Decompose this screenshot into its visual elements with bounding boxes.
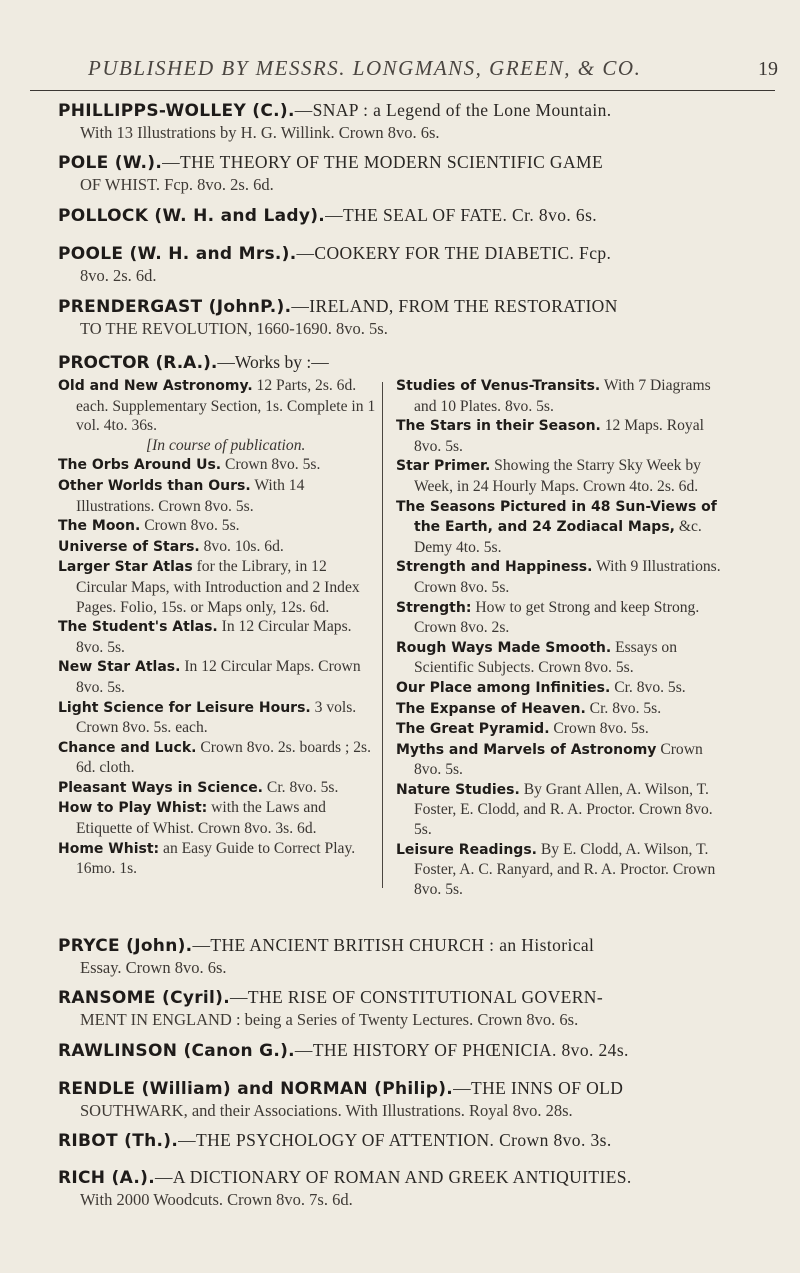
entry-title: —THE THEORY OF THE MODERN SCIENTIFIC GAME: [162, 152, 604, 172]
work-title: Rough Ways Made Smooth.: [396, 639, 612, 656]
entry-author: PROCTOR (R.A.).: [58, 353, 218, 373]
entry-detail: With 2000 Woodcuts. Crown 8vo. 7s. 6d.: [80, 1190, 353, 1209]
work-title: Home Whist:: [58, 840, 160, 857]
entry-poole: [58, 242, 780, 287]
work-title: New Star Atlas.: [58, 659, 181, 676]
entry-ransome: [58, 986, 780, 1031]
entry-title: —THE INNS OF OLD: [453, 1078, 624, 1098]
work-note: [In course of publication.: [146, 436, 306, 454]
page-number: 19: [758, 58, 778, 80]
work-title: Light Science for Leisure Hours.: [58, 699, 311, 716]
entry-prendergast: [58, 295, 780, 340]
work-title: The Orbs Around Us.: [58, 457, 222, 474]
work-title: Strength and Happiness.: [396, 559, 593, 576]
entry-detail: TO THE REVOLUTION, 1660-1690. 8vo. 5s.: [80, 319, 388, 338]
entry-title: —THE ANCIENT BRITISH CHURCH : an Historical: [192, 935, 595, 955]
work-detail: 12 Parts, 2s. 6d. each. Supplementary Section, 1s. Complete in 1 vol. 4to. 36s.: [76, 377, 376, 435]
work-detail: In 12 Circular Maps. 8vo. 5s.: [76, 618, 352, 656]
list-item: [396, 780, 730, 840]
entry-title: —THE SEAL OF FATE. Cr. 8vo. 6s.: [325, 205, 598, 225]
entry-pole: [58, 151, 780, 196]
entry-subtitle: —Works by :—: [217, 352, 329, 372]
entry-author: POOLE (W. H. and Mrs.).: [58, 244, 297, 264]
work-detail: Crown 8vo. 5s.: [414, 740, 703, 779]
list-item: [396, 740, 730, 780]
list-item: [58, 657, 376, 697]
work-detail: 3 vols. Crown 8vo. 5s. each.: [76, 698, 357, 737]
work-title: Chance and Luck.: [58, 739, 197, 756]
work-title: The Stars in their Season.: [396, 418, 601, 435]
entry-author: PRENDERGAST (JohnP.).: [58, 297, 292, 317]
list-item: [58, 798, 376, 838]
list-item: [396, 376, 730, 416]
work-detail: 8vo. 10s. 6d.: [199, 537, 284, 555]
list-item: [396, 719, 730, 740]
entry-pryce: [58, 934, 780, 979]
entry-author: POLLOCK (W. H. and Lady).: [58, 206, 326, 226]
entry-detail: SOUTHWARK, and their Associations. With Illustrations. Royal 8vo. 28s.: [80, 1101, 573, 1120]
list-item: [58, 839, 376, 879]
work-detail: Crown 8vo. 5s.: [140, 517, 240, 535]
list-item: [396, 678, 730, 699]
work-title: How to Play Whist:: [58, 800, 208, 817]
entry-pollock: [58, 204, 780, 227]
entry-author: PHILLIPPS-WOLLEY (C.).: [58, 101, 295, 121]
work-title: Leisure Readings.: [396, 841, 537, 858]
entry-author: RAWLINSON (Canon G.).: [58, 1041, 295, 1061]
work-title: Studies of Venus-Transits.: [396, 378, 601, 394]
entry-detail: Essay. Crown 8vo. 6s.: [80, 958, 227, 977]
list-item: [396, 557, 730, 597]
proctor-works-right-column: [396, 376, 730, 899]
list-item: [396, 638, 730, 678]
list-item: [58, 698, 376, 738]
list-item: [58, 476, 376, 516]
entry-author: RICH (A.).: [58, 1168, 155, 1188]
work-detail: Crown 8vo. 5s.: [221, 456, 321, 474]
list-item: [58, 376, 376, 455]
list-item: [58, 557, 376, 617]
proctor-works-left-column: [58, 376, 376, 879]
work-detail: &c. Demy 4to. 5s.: [414, 518, 702, 556]
list-item: [396, 598, 730, 638]
entry-title: —IRELAND, FROM THE RESTORATION: [291, 296, 618, 316]
work-detail: Essays on Scientific Subjects. Crown 8vo. 5s.: [414, 638, 678, 677]
work-title: Our Place among Infinities.: [396, 679, 611, 696]
work-detail: Cr. 8vo. 5s.: [610, 678, 686, 696]
work-detail: With 14 Illustrations. Crown 8vo. 5s.: [76, 476, 305, 515]
entry-author: POLE (W.).: [58, 153, 163, 173]
entry-title: —THE HISTORY OF PHŒNICIA. 8vo. 24s.: [294, 1040, 629, 1060]
entry-title: —SNAP : a Legend of the Lone Mountain.: [294, 100, 612, 120]
column-divider: [382, 382, 383, 888]
entry-title: —A DICTIONARY OF ROMAN AND GREEK ANTIQUITIES.: [154, 1167, 632, 1187]
entry-author: RIBOT (Th.).: [58, 1131, 179, 1151]
work-detail: with the Laws and Etiquette of Whist. Crown 8vo. 3s. 6d.: [76, 799, 326, 838]
entry-detail: OF WHIST. Fcp. 8vo. 2s. 6d.: [80, 175, 274, 194]
list-item: [396, 699, 730, 720]
list-item: [396, 416, 730, 456]
work-title: Pleasant Ways in Science.: [58, 779, 264, 796]
entry-rich: [58, 1166, 780, 1211]
list-item: [58, 738, 376, 778]
running-head: PUBLISHED BY MESSRS. LONGMANS, GREEN, & CO.: [88, 56, 642, 80]
work-detail: By Grant Allen, A. Wilson, T. Foster, E. Clodd, and R. A. Proctor. Crown 8vo. 5s.: [414, 780, 713, 839]
work-title: Other Worlds than Ours.: [58, 477, 251, 494]
work-title: Strength:: [396, 599, 472, 616]
list-item: [58, 537, 376, 558]
work-title: The Expanse of Heaven.: [396, 700, 586, 717]
work-detail: an Easy Guide to Correct Play. 16mo. 1s.: [76, 839, 356, 878]
work-title: Star Primer.: [396, 458, 491, 475]
work-detail: Crown 8vo. 5s.: [549, 720, 649, 738]
work-detail: How to get Strong and keep Strong. Crown 8vo. 2s.: [414, 598, 700, 637]
work-detail: By E. Clodd, A. Wilson, T. Foster, A. C. Ranyard, and R. A. Proctor. Crown 8vo. 5s.: [414, 840, 716, 898]
work-title: The Great Pyramid.: [396, 721, 550, 738]
list-item: [58, 516, 376, 537]
list-item: [58, 778, 376, 799]
list-item: [396, 840, 730, 900]
work-title: Universe of Stars.: [58, 538, 200, 555]
entry-detail: With 13 Illustrations by H. G. Willink. Crown 8vo. 6s.: [80, 123, 440, 142]
work-detail: Showing the Starry Sky Week by Week, in 24 Hourly Maps. Crown 4to. 2s. 6d.: [414, 457, 701, 495]
entry-detail: 8vo. 2s. 6d.: [80, 266, 157, 285]
work-title: Old and New Astronomy.: [58, 378, 253, 394]
entry-author: RANSOME (Cyril).: [58, 988, 231, 1008]
list-item: [58, 617, 376, 657]
work-detail: Cr. 8vo. 5s.: [263, 778, 339, 796]
entry-rendle-norman: [58, 1077, 780, 1122]
work-detail: for the Library, in 12 Circular Maps, with Introduction and 2 Index Pages. Folio, 15s. or Maps only, 12s. 6d.: [76, 558, 360, 616]
work-detail: With 9 Illustrations. Crown 8vo. 5s.: [414, 558, 721, 596]
entry-title: —COOKERY FOR THE DIABETIC. Fcp.: [296, 243, 612, 263]
work-detail: 12 Maps. Royal 8vo. 5s.: [414, 417, 704, 455]
entry-detail: MENT IN ENGLAND : being a Series of Twenty Lectures. Crown 8vo. 6s.: [80, 1010, 579, 1029]
work-title: The Seasons Pictured in 48 Sun-Views of the Earth, and 24 Zodiacal Maps,: [396, 498, 717, 536]
work-title: Larger Star Atlas: [58, 559, 193, 576]
work-title: Nature Studies.: [396, 781, 520, 798]
entry-title: —THE RISE OF CONSTITUTIONAL GOVERN-: [230, 987, 604, 1007]
list-item: [58, 455, 376, 476]
work-title: Myths and Marvels of Astronomy: [396, 741, 657, 758]
work-detail: Cr. 8vo. 5s.: [585, 699, 662, 717]
entry-title: —THE PSYCHOLOGY OF ATTENTION. Crown 8vo. 3s.: [178, 1130, 612, 1150]
work-detail: With 7 Diagrams and 10 Plates. 8vo. 5s.: [414, 377, 711, 415]
work-title: The Student's Atlas.: [58, 619, 218, 636]
entry-author: PRYCE (John).: [58, 936, 193, 956]
proctor-heading: [58, 352, 329, 373]
work-detail: Crown 8vo. 2s. boards ; 2s. 6d. cloth.: [76, 738, 372, 777]
entry-ribot: [58, 1129, 780, 1152]
header-rule: [30, 90, 775, 91]
work-detail: In 12 Circular Maps. Crown 8vo. 5s.: [76, 658, 361, 696]
entry-author: RENDLE (William) and NORMAN (Philip).: [58, 1079, 454, 1099]
work-title: The Moon.: [58, 518, 141, 535]
entry-phillipps-wolley: [58, 99, 780, 144]
entry-rawlinson: [58, 1039, 780, 1062]
list-item: [396, 456, 730, 496]
list-item: [396, 497, 730, 558]
